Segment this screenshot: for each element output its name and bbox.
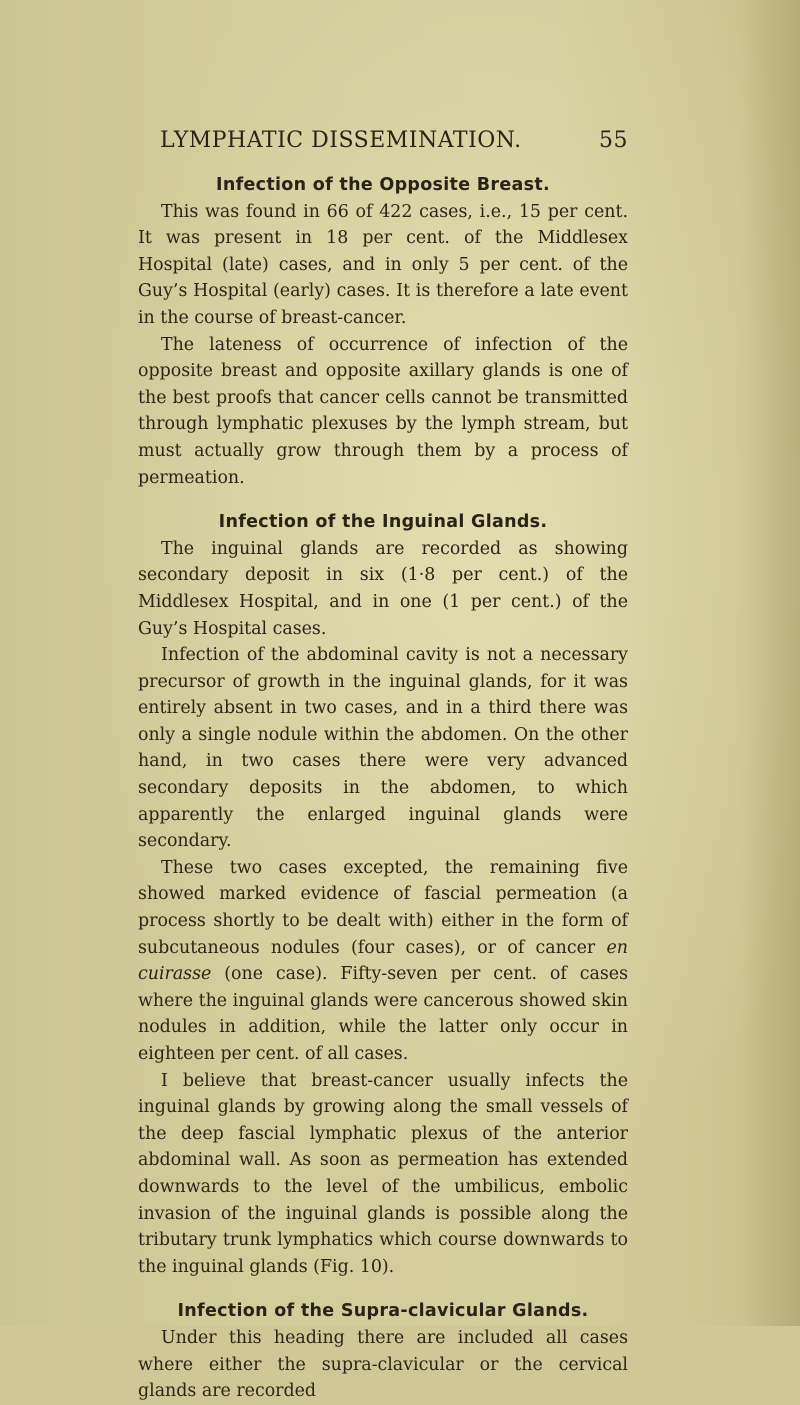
paragraph: Infection of the abdominal cavity is not a necessary precursor of growth in the inguinal glands, for it was entirely absent in two cases, and in a third there was only a single nodule within the abdomen. On the other hand, in two cases there were very advanced secondary deposits in the abdomen, to which apparently the enlarged inguinal glands were secondary.	[138, 645, 628, 852]
page-edge-shadow	[740, 0, 800, 1326]
section-heading-supra-clavicular-glands: Infection of the Supra-clavicular Glands.	[177, 1301, 589, 1322]
paragraph: The lateness of occurrence of infection of the opposite breast and opposite axillary glands is one of the best proofs that cancer cells cannot be transmitted through lymphatic plexuses by the lymph stream, but must actually grow through them by a process of permeation.	[138, 334, 628, 488]
paragraph: I believe that breast-cancer usually infects the inguinal glands by growing along the small vessels of the deep fascial lymphatic plexus of the anterior abdominal wall. As soon as permeation has extended downwards to the level of the umbilicus, embolic invasion of the inguinal glands is possible along the tributary trunk lymphatics which course downwards to the inguinal glands (Fig. 10).	[138, 1070, 628, 1277]
page-number: 55	[599, 128, 628, 153]
paragraph: The inguinal glands are recorded as showing secondary deposit in six (1·8 per cent.) of the Middlesex Hospital, and in one (1 per cent.) of the Guy’s Hospital cases.	[138, 538, 628, 639]
running-head-title: LYMPHATIC DISSEMINATION.	[160, 128, 522, 153]
body-text	[138, 172, 628, 1405]
text-run: (one case). Fifty-seven per cent. of cases where the inguinal glands were cancerous showed skin nodules in addition, while the latter only occur in eighteen per cent. of all cases.	[138, 964, 628, 1064]
section-heading-inguinal-glands: Infection of the Inguinal Glands.	[218, 512, 548, 533]
paragraph	[138, 855, 628, 1068]
running-header	[160, 128, 628, 162]
text-run: These two cases excepted, the remaining five showed marked evidence of fascial permeation (a process shortly to be dealt with) either in the form of subcutaneous nodules (four cases), or of cancer	[138, 857, 628, 958]
italic-term: en cuirasse	[138, 937, 628, 985]
section-heading-opposite-breast: Infection of the Opposite Breast.	[216, 175, 550, 195]
paragraph: Under this heading there are included all cases where either the supra-clavicular or the cervical glands are recorded	[138, 1327, 628, 1402]
paragraph: This was found in 66 of 422 cases, i.e., 15 per cent. It was present in 18 per cent. of the Middlesex Hospital (late) cases, and in only 5 per cent. of the Guy’s Hospital (early) cases. It is therefore a late event in the course of breast-cancer.	[138, 201, 628, 328]
